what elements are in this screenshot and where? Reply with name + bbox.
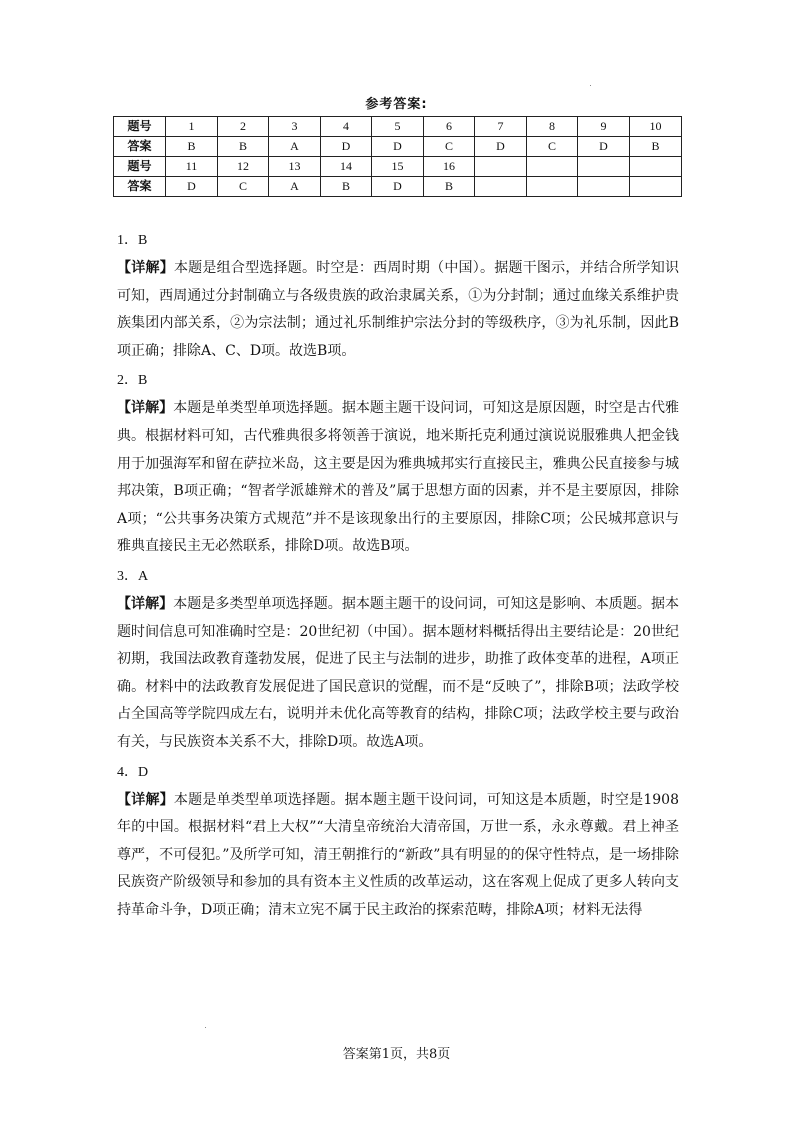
answer-table-row [114, 137, 682, 157]
answer-table-cell: B [424, 177, 475, 197]
answer-table-cell: 5 [372, 117, 424, 137]
answer-table-cell: 15 [372, 157, 424, 177]
answer-table-cell: 7 [475, 117, 527, 137]
answer-table-cell: 4 [321, 117, 372, 137]
page-title: 参考答案: [365, 97, 428, 112]
scan-speck-bottom [205, 1027, 206, 1028]
explanation-text: 本题是单类型单项选择题。据本题主题干设问词，可知这是本质题，时空是1908年的中国。根据材料“君上大权”“大清皇帝统治大清帝国，万世一系，永永尊戴。君上神圣尊严，不可侵犯。”及所学可知，清王朝推行的“新政”具有明显的的保守性特点，是一场排除民族资产阶级领导和参加的具有资本主义性质的改革运动，这在客观上促成了更多人转向支持革命斗争，D项正确；清末立宪不属于民主政治的探索范畴，排除A项；材料无法得 [117, 791, 679, 918]
detail-tag: 【详解】 [117, 400, 174, 417]
answer-table-row-header: 答案 [114, 137, 166, 157]
answer-table-row-header: 题号 [114, 117, 166, 137]
answer-table-cell: D [321, 137, 372, 157]
answer-table-cell: B [166, 137, 218, 157]
explanation-text: 本题是单类型单项选择题。据本题主题干设问词，可知这是原因题，时空是古代雅典。根据材料可知，古代雅典很多将领善于演说，地米斯托克利通过演说说服雅典人把金钱用于加强海军和留在萨拉米岛，这主要是因为雅典城邦实行直接民主，雅典公民直接参与城邦决策，B项正确；“智者学派雄辩术的普及”属于思想方面的因素，并不是主要原因，排除A项；“公共事务决策方式规范”并不是该现象出行的主要原因，排除C项；公民城邦意识与雅典直接民主无必然联系，排除D项。故选B项。 [117, 400, 680, 555]
answer-table-cell: D [166, 177, 218, 197]
answer-table-cell: B [321, 177, 372, 197]
answer-table [113, 116, 682, 197]
answer-table-cell: B [218, 137, 269, 157]
detail-tag: 【详解】 [117, 791, 174, 808]
question-explanation [117, 787, 679, 925]
answer-table-cell: D [372, 177, 424, 197]
answer-table-cell [578, 157, 630, 177]
question-explanation [117, 255, 679, 365]
explanation-text: 本题是组合型选择题。时空是：西周时期（中国）。据题干图示，并结合所学知识可知，西周通过分封制确立与各级贵族的政治隶属关系，①为分封制；通过血缘关系维护贵族集团内部关系，②为宗法制；通过礼乐制维护宗法分封的等级秩序，③为礼乐制，因此B项正确；排除A、C、D项。故选B项。 [117, 260, 680, 359]
question-explanation [117, 591, 679, 757]
question-number: 4．D [117, 764, 149, 780]
answer-table-cell: 14 [321, 157, 372, 177]
question-number: 1．B [117, 233, 148, 248]
question-explanation [117, 395, 679, 561]
answer-table-cell [630, 177, 682, 197]
answer-table-cell [475, 157, 527, 177]
answer-table-cell [578, 177, 630, 197]
answer-table-cell: 2 [218, 117, 269, 137]
answer-table-cell: D [372, 137, 424, 157]
question-number: 3．A [117, 568, 149, 584]
answer-table-cell: D [475, 137, 527, 157]
answer-table-cell: A [269, 177, 321, 197]
answer-table-row-header: 答案 [114, 177, 166, 197]
answer-table-cell: C [527, 137, 578, 157]
answer-table-cell: 12 [218, 157, 269, 177]
answer-table-cell: D [578, 137, 630, 157]
answer-table-row [114, 117, 682, 137]
answer-table-cell [527, 157, 578, 177]
answer-table-cell: 16 [424, 157, 475, 177]
question-number: 2．B [117, 373, 148, 389]
answer-table-cell: 8 [527, 117, 578, 137]
answer-table-row [114, 157, 682, 177]
answer-table-cell: 10 [630, 117, 682, 137]
detail-tag: 【详解】 [117, 260, 174, 276]
answer-table-cell: 9 [578, 117, 630, 137]
answer-table-cell [630, 157, 682, 177]
detail-tag: 【详解】 [117, 595, 174, 612]
answer-table-row [114, 177, 682, 197]
answer-table-cell: 3 [269, 117, 321, 137]
answer-table-cell: B [630, 137, 682, 157]
scan-speck-top [590, 85, 591, 86]
answer-table-cell: C [424, 137, 475, 157]
answer-table-cell: 1 [166, 117, 218, 137]
answer-table-cell: 13 [269, 157, 321, 177]
answer-table-cell: 11 [166, 157, 218, 177]
explanations [117, 225, 679, 926]
answer-table-cell [475, 177, 527, 197]
answer-table-cell: C [218, 177, 269, 197]
answer-table-cell: A [269, 137, 321, 157]
answer-table-row-header: 题号 [114, 157, 166, 177]
answer-table-cell: 6 [424, 117, 475, 137]
page-footer: 答案第1页，共8页 [342, 1047, 451, 1062]
explanation-text: 本题是多类型单项选择题。据本题主题干的设问词，可知这是影响、本质题。据本题时间信息可知准确时空是：20世纪初（中国）。据本题材料概括得出主要结论是：20世纪初期，我国法政教育蓬勃发展，促进了民主与法制的进步，助推了政体变革的进程，A项正确。材料中的法政教育发展促进了国民意识的觉醒，而不是“反映了”，排除B项；法政学校占全国高等学院四成左右，说明并未优化高等教育的结构，排除C项；法政学校主要与政治有关，与民族资本关系不大，排除D项。故选A项。 [117, 595, 680, 750]
answer-table-cell [527, 177, 578, 197]
